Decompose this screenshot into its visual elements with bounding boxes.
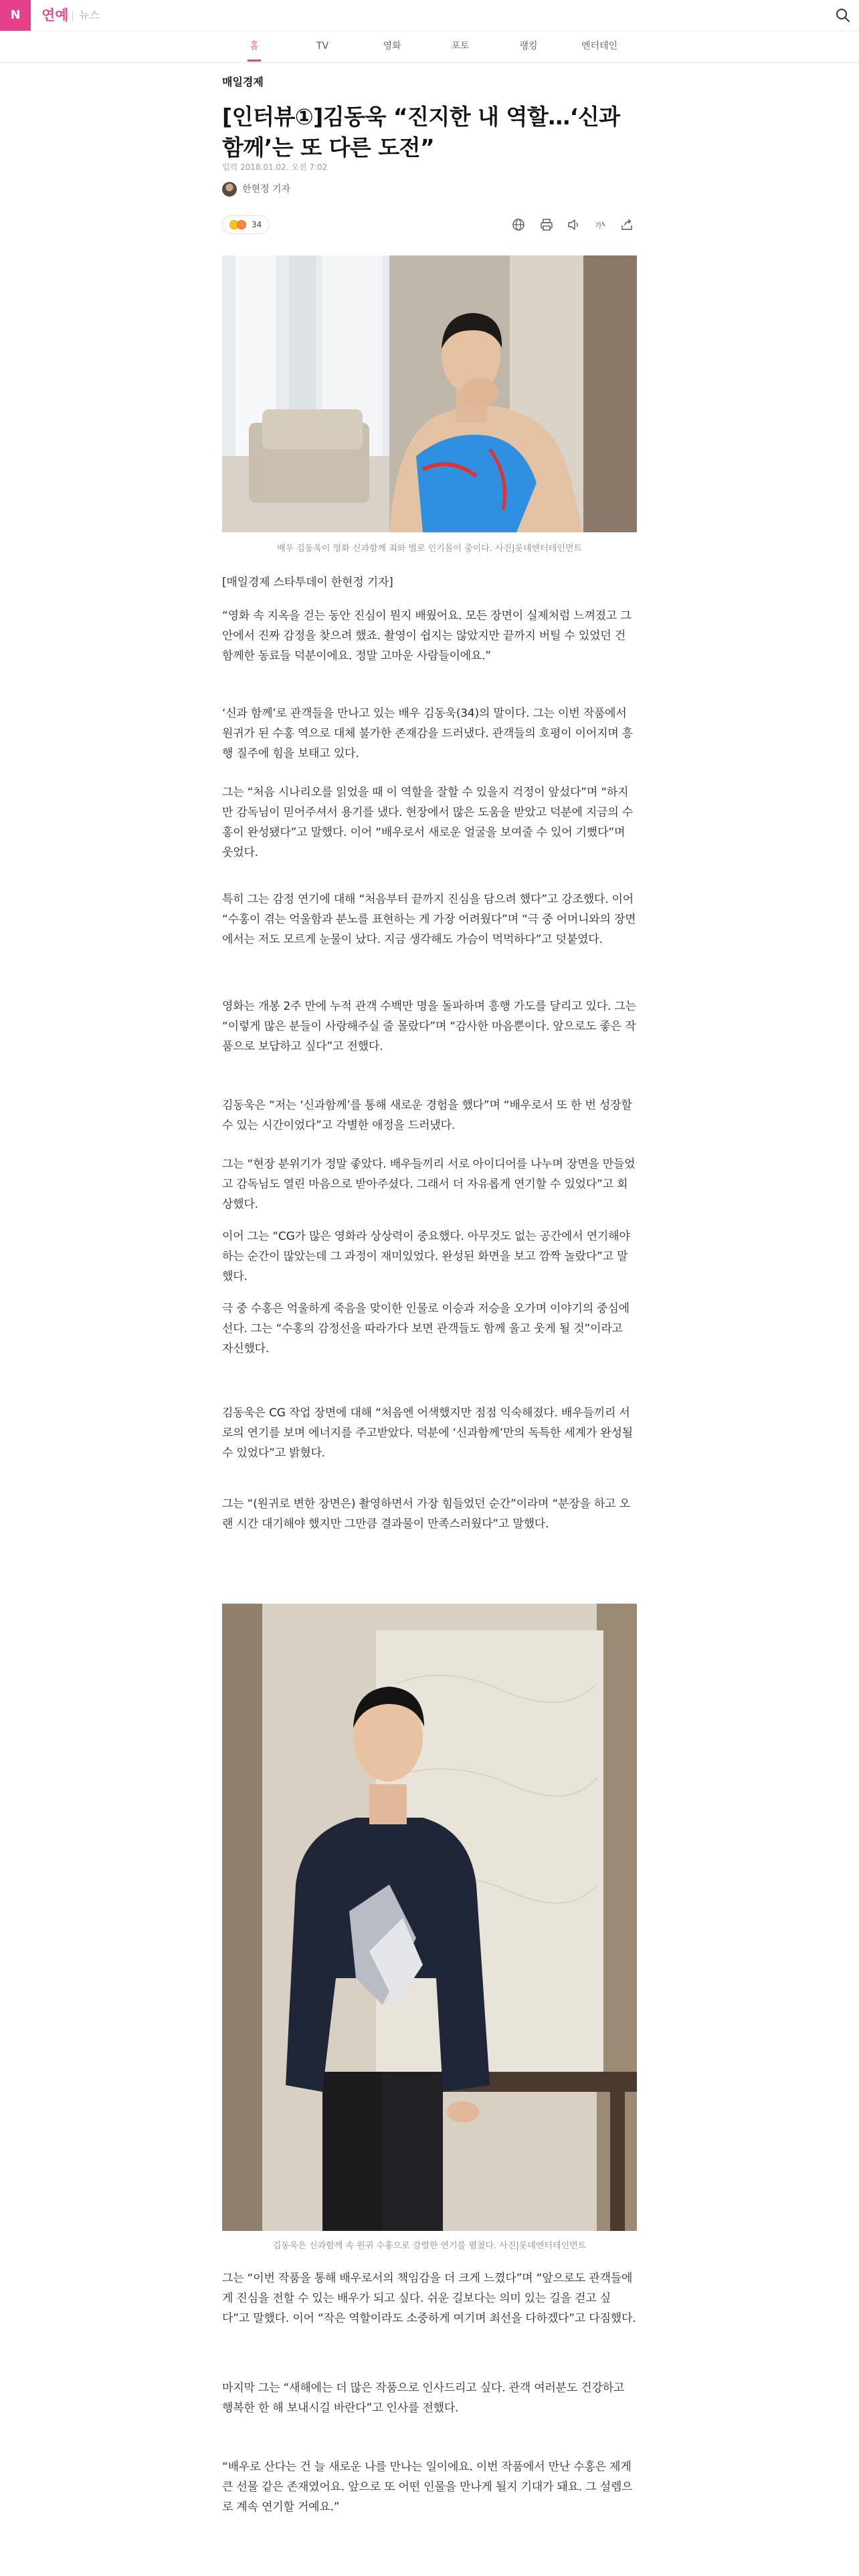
article-toolbar — [222, 211, 637, 238]
reaction-button[interactable] — [222, 215, 269, 234]
byline: [매일경제 스타투데이 한현정 기자] — [222, 576, 393, 589]
nav-tab-home[interactable]: 홈 — [234, 31, 274, 63]
nav-tab-ranking[interactable]: 랭킹 — [519, 41, 538, 51]
paragraph: 김동욱은 “저는 ‘신과함께’를 통해 새로운 경험을 했다”며 “배우로서 또 한 번 성장할 수 있는 시간이었다”고 각별한 애정을 드러냈다. — [222, 1099, 632, 1132]
font-size-icon[interactable] — [593, 217, 607, 232]
paragraph: 그는 “현장 분위기가 정말 좋았다. 배우들끼리 서로 아이디어를 나누며 장면을 만들었고 감독님도 열린 마음으로 받아주셨다. 그래서 더 자유롭게 연기할 수 있었다”고 회상했다. — [222, 1158, 636, 1211]
publish-time: 입력 2018.01.02. 오전 7:02 — [222, 163, 328, 172]
paragraph: 특히 그는 감정 연기에 대해 “처음부터 끝까지 진심을 담으려 했다”고 강조했다. 이어 “수홍이 겪는 억울함과 분노를 표현하는 게 가장 어려웠다”며 “극 중 어머니와의 장면에서는 저도 모르게 눈물이 났다. 지금 생각해도 가슴이 먹먹하다”고 덧붙였다. — [222, 893, 636, 946]
photo-2-image — [222, 1604, 637, 2231]
speaker-icon[interactable] — [566, 217, 581, 232]
nav-tab-tv[interactable]: TV — [316, 41, 329, 51]
paragraph: 영화는 개봉 2주 만에 누적 관객 수백만 명을 돌파하며 흥행 가도를 달리고 있다. 그는 “이렇게 많은 분들이 사랑해주실 줄 몰랐다”며 “감사한 마음뿐이다. 앞으로도 좋은 작품으로 보답하고 싶다”고 전했다. — [222, 1000, 636, 1053]
section-brand[interactable]: 연예 — [41, 7, 69, 23]
search-icon[interactable] — [835, 7, 851, 23]
globe-icon[interactable] — [511, 217, 526, 232]
paragraph: 극 중 수홍은 억울하게 죽음을 맞이한 인물로 이승과 저승을 오가며 이야기의 중심에 선다. 그는 “수홍의 감정선을 따라가다 보면 관객들도 함께 울고 웃게 될 것”이라고 자신했다. — [222, 1302, 630, 1356]
reporter-avatar — [222, 182, 237, 197]
share-icon[interactable] — [619, 217, 634, 232]
section-sub[interactable]: 뉴스 — [79, 9, 100, 21]
paragraph: 그는 “이번 작품을 통해 배우로서의 책임감을 더 크게 느꼈다”며 “앞으로도 관객들에게 진심을 전할 수 있는 배우가 되고 싶다. 쉬운 길보다는 의미 있는 길을 걷고 싶다”고 말했다. 이어 “작은 역할이라도 소중하게 여기며 최선을 다하겠다”고 다짐했다. — [222, 2272, 636, 2325]
nav-tab-entertain[interactable]: 엔터테인 — [581, 41, 618, 51]
photo-1-caption: 배우 김동욱이 영화 신과함께 죄와 벌로 인기몰이 중이다. 사진|롯데엔터테인먼트 — [277, 544, 582, 554]
article-photo-1[interactable] — [222, 255, 637, 532]
paragraph: “영화 속 지옥을 걷는 동안 진심이 뭔지 배웠어요. 모든 장면이 실제처럼 느껴졌고 그 안에서 진짜 감정을 찾으려 했죠. 촬영이 쉽지는 않았지만 끝까지 버틸 수 있었던 건 함께한 동료들 덕분이에요. 정말 고마운 사람들이에요.” — [222, 609, 632, 663]
press-name[interactable]: 매일경제 — [222, 76, 264, 88]
top-header — [0, 0, 859, 31]
print-icon[interactable] — [539, 217, 554, 232]
reaction-count: 34 — [252, 220, 262, 229]
brand-divider — [72, 11, 73, 21]
paragraph: 그는 “(원귀로 변한 장면은) 촬영하면서 가장 힘들었던 순간”이라며 “분장을 하고 오랜 시간 대기해야 했지만 그만큼 결과물이 만족스러웠다”고 말했다. — [222, 1497, 630, 1531]
nav-tab-movie[interactable]: 영화 — [383, 41, 401, 51]
nav-tab-photo[interactable]: 포토 — [451, 41, 470, 51]
article-photo-2[interactable] — [222, 1604, 637, 2231]
paragraph: 마지막 그는 “새해에는 더 많은 작품으로 인사드리고 싶다. 관객 여러분도 건강하고 행복한 한 해 보내시길 바란다”고 인사를 전했다. — [222, 2381, 625, 2415]
category-nav — [0, 31, 859, 63]
reporter-name: 한현정 기자 — [242, 184, 291, 195]
paragraph: 그는 “처음 시나리오를 읽었을 때 이 역할을 잘할 수 있을지 걱정이 앞섰다”며 “하지만 감독님이 믿어주셔서 용기를 냈다. 현장에서 많은 도움을 받았고 덕분에 지금의 수홍이 완성됐다”고 말했다. 이어 “배우로서 새로운 얼굴을 보여줄 수 있어 기뻤다”며 웃었다. — [222, 786, 633, 859]
article-title: [인터뷰①]김동욱 “진지한 내 역할…‘신과함께’는 또 다른 도전” — [222, 104, 620, 160]
svg-text:가: 가 — [595, 221, 602, 230]
photo-1-image — [222, 255, 637, 532]
wow-emoji-icon — [237, 220, 246, 229]
naver-logo[interactable]: N — [0, 0, 31, 31]
paragraph: ‘신과 함께’로 관객들을 만나고 있는 배우 김동욱(34)의 말이다. 그는 이번 작품에서 원귀가 된 수홍 역으로 대체 불가한 존재감을 드러냈다. 관객들의 호평이 이어지며 흥행 질주에 힘을 보태고 있다. — [222, 707, 633, 760]
paragraph: “배우로 산다는 건 늘 새로운 나를 만나는 일이에요. 이번 작품에서 만난 수홍은 제게 큰 선물 같은 존재였어요. 앞으로 또 어떤 인물을 만나게 될지 기대가 돼요. 그 설렘으로 계속 연기할 거예요.” — [222, 2460, 633, 2514]
paragraph: 이어 그는 “CG가 많은 영화라 상상력이 중요했다. 아무것도 없는 공간에서 연기해야 하는 순간이 많았는데 그 과정이 재미있었다. 완성된 화면을 보고 깜짝 놀랐다”고 말했다. — [222, 1230, 630, 1283]
photo-2-caption: 김동욱은 신과함께 속 원귀 수홍으로 강렬한 연기를 펼쳤다. 사진|롯데엔터테인먼트 — [272, 2241, 587, 2251]
paragraph: 김동욱은 CG 작업 장면에 대해 “처음엔 어색했지만 점점 익숙해졌다. 배우들끼리 서로의 연기를 보며 에너지를 주고받았다. 덕분에 ‘신과함께’만의 독특한 세계가 완성될 수 있었다”고 밝혔다. — [222, 1406, 633, 1460]
